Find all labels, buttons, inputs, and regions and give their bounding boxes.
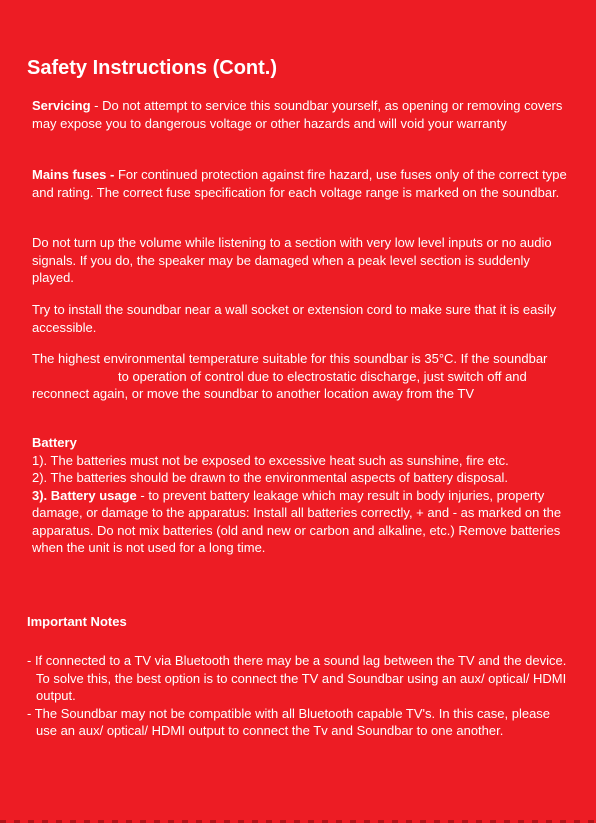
battery-item-1: 1). The batteries must not be exposed to excessive heat such as sunshine, fire etc.	[32, 452, 509, 468]
mains-fuses-paragraph	[32, 166, 572, 201]
install-paragraph: Try to install the soundbar near a wall socket or extension cord to make sure that it is easily accessible.	[32, 302, 557, 335]
important-notes-list	[27, 652, 567, 740]
mains-fuses-label: Mains fuses -	[32, 167, 115, 182]
page-title: Safety Instructions (Cont.)	[27, 57, 278, 79]
battery-item-3	[32, 487, 572, 557]
mains-fuses-text: For continued protection against fire hazard, use fuses only of the correct type and rating. The correct fuse specification for each voltage range is marked on the soundbar.	[32, 167, 567, 200]
temperature-paragraph	[32, 350, 572, 403]
battery-usage-label: 3). Battery usage	[32, 487, 137, 503]
battery-section	[32, 434, 572, 557]
volume-paragraph: Do not turn up the volume while listening to a section with very low level inputs or no audio signals. If you do, the speaker may be damaged when a peak level section is suddenly played.	[32, 235, 552, 285]
note-item: - The Soundbar may not be compatible with all Bluetooth capable TV's. In this case, please use an aux/ optical/ HDMI output to connect the Tv and Soundbar to one another.	[27, 705, 551, 738]
temperature-text-2: to operation of control due to electrostatic discharge, just switch off and reconnect again, or move the soundbar to another location away from the TV	[32, 368, 527, 401]
battery-item-2: 2). The batteries should be drawn to the environmental aspects of battery disposal.	[32, 470, 508, 485]
battery-usage-text: - to prevent battery leakage which may result in body injuries, property damage, or damage to the apparatus: Install all batteries correctly, + and - as marked on the apparatus. Do not mix batteries (old and new or carbon and alkaline, etc.) Remove batteries when the unit is not used for a long time.	[32, 487, 562, 555]
important-notes-heading: Important Notes	[27, 614, 127, 629]
servicing-text: - Do not attempt to service this soundbar yourself, as opening or removing covers may expose you to dangerous voltage or other hazards and will void your warranty	[32, 98, 563, 131]
battery-heading: Battery	[32, 435, 77, 450]
temperature-text-1: The highest environmental temperature suitable for this soundbar is 35°C. If the soundbar	[32, 351, 548, 366]
note-item: - If connected to a TV via Bluetooth there may be a sound lag between the TV and the device. To solve this, the best option is to connect the TV and Soundbar using an aux/ optical/ HDMI output.	[27, 653, 567, 703]
servicing-label: Servicing	[32, 98, 91, 113]
servicing-paragraph	[32, 97, 572, 132]
